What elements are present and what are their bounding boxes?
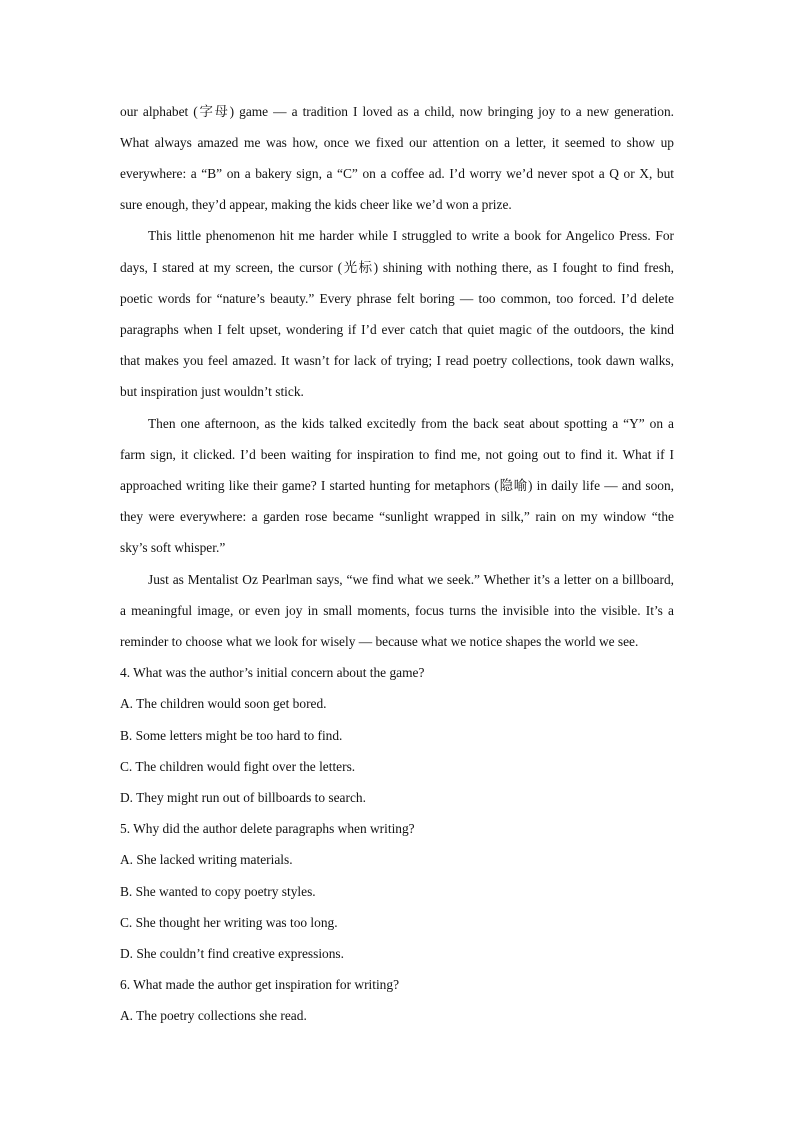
passage-line: This little phenomenon hit me harder while I struggled to write a book for Angelico Press. For <box>148 228 674 243</box>
passage-line: reminder to choose what we look for wisely — because what we notice shapes the world we see. <box>120 634 639 649</box>
passage-line: they were everywhere: a garden rose became “sunlight wrapped in silk,” rain on my window “the <box>120 509 674 524</box>
answer-option: C. The children would fight over the letters. <box>120 759 356 774</box>
passage-line: everywhere: a “B” on a bakery sign, a “C” on a coffee ad. I’d worry we’d never spot a Q or X, but <box>120 166 674 181</box>
question-stem: 4. What was the author’s initial concern about the game? <box>120 665 425 680</box>
passage-line: farm sign, it clicked. I’d been waiting for inspiration to find me, not going out to find it. What if I <box>120 447 674 462</box>
answer-option: C. She thought her writing was too long. <box>120 915 338 930</box>
answer-option: D. She couldn’t find creative expressions. <box>120 946 344 961</box>
answer-option: A. She lacked writing materials. <box>120 852 293 867</box>
passage-line: our alphabet (字母) game — a tradition I loved as a child, now bringing joy to a new generation. <box>120 104 674 119</box>
answer-option: B. Some letters might be too hard to find. <box>120 728 343 743</box>
question-stem: 5. Why did the author delete paragraphs when writing? <box>120 821 415 836</box>
answer-option: B. She wanted to copy poetry styles. <box>120 884 316 899</box>
answer-option: D. They might run out of billboards to search. <box>120 790 366 805</box>
passage-line: but inspiration just wouldn’t stick. <box>120 384 304 399</box>
passage-line: What always amazed me was how, once we fixed our attention on a letter, it seemed to show up <box>120 135 674 150</box>
question-stem: 6. What made the author get inspiration for writing? <box>120 977 400 992</box>
passage-line: poetic words for “nature’s beauty.” Every phrase felt boring — too common, too forced. I’d delete <box>120 291 674 306</box>
passage-line: days, I stared at my screen, the cursor (光标) shining with nothing there, as I fought to find fresh, <box>120 260 674 275</box>
passage-line: that makes you feel amazed. It wasn’t for lack of trying; I read poetry collections, took dawn walks, <box>120 353 674 368</box>
passage-line: a meaningful image, or even joy in small moments, focus turns the invisible into the visible. It’s a <box>120 603 674 618</box>
passage-line: sky’s soft whisper.” <box>120 540 226 555</box>
passage-line: sure enough, they’d appear, making the kids cheer like we’d won a prize. <box>120 197 512 212</box>
answer-option: A. The children would soon get bored. <box>120 696 327 711</box>
passage-line: Just as Mentalist Oz Pearlman says, “we find what we seek.” Whether it’s a letter on a billboard, <box>148 572 674 587</box>
passage-line: Then one afternoon, as the kids talked excitedly from the back seat about spotting a “Y” on a <box>148 416 674 431</box>
passage-line: paragraphs when I felt upset, wondering if I’d ever catch that quiet magic of the outdoors, the kind <box>120 322 674 337</box>
answer-option: A. The poetry collections she read. <box>120 1008 307 1023</box>
passage-line: approached writing like their game? I started hunting for metaphors (隐喻) in daily life — and soon, <box>120 478 674 493</box>
